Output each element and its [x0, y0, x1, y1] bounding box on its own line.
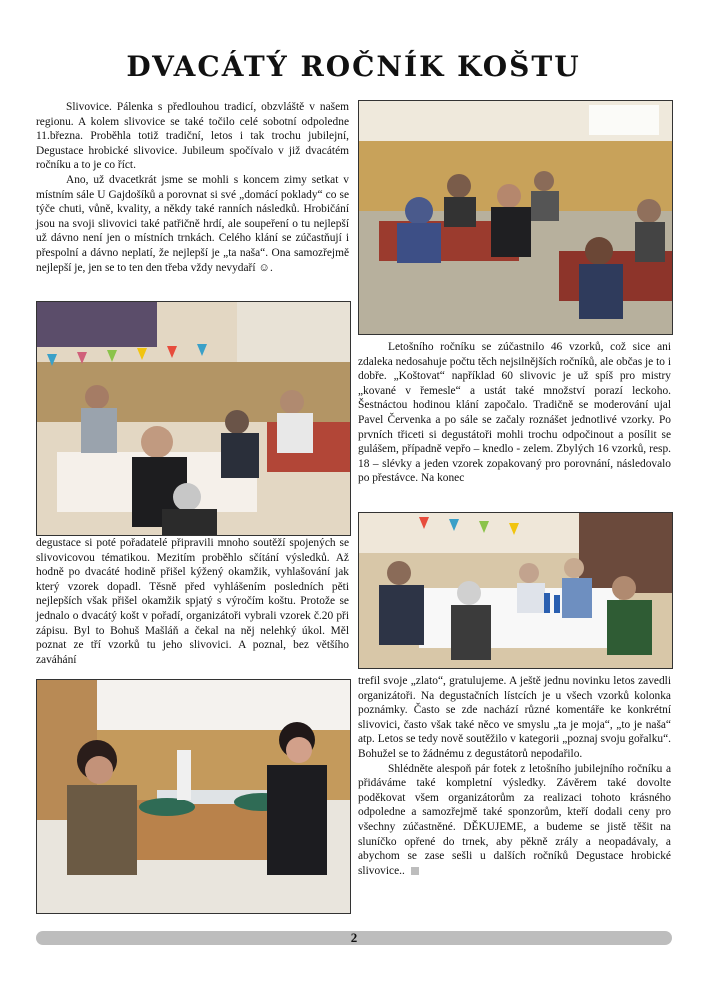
- article-text-closing: [358, 674, 671, 878]
- paragraph: Slivovice. Pálenka s předlouhou tradicí, obzvláště v našem regionu. A kolem slivovice se také točilo celé sobotní odpoledne 11.března. Proběhla totiž tradiční, letos i tak trochu jubilejní, Degustace hrobické slivovice. Jubileum spočívalo v již dvacátém ročníku a to je co říct.: [36, 101, 349, 172]
- photo-guests-at-tables: [36, 301, 351, 536]
- photo-tasting-hall: [358, 100, 673, 335]
- end-mark-icon: [411, 867, 419, 875]
- page-footer-bar: [36, 931, 672, 945]
- paragraph: Letošního ročníku se zúčastnilo 46 vzorků, což sice ani zdaleka nedosahuje počtu těch nejsilnějších ročníků, ale občas je to i dobře. „Koštovat“ například 60 slivovic je už spíš pro mistry „kované v řemesle“ a ustát také množství porazí leckoho. Šestnáctou hodinou klání započalo. Tradičně se moderování ujal Pavel Červenka a po sále se začaly roznášet jednotlivé vzorky. Po prvních třiceti si degustátoři mohli trochu odpočinout a posílit se gulášem, případně vepřo – knedlo - zelem. Zbylých 16 vzorků, resp. 18 – slévky a jeden vzorek zopakovaný pro porovnání, následovalo po přestávce. Na konec: [358, 341, 671, 485]
- page-number: 2: [350, 930, 358, 945]
- photo-serving-samples: [36, 679, 351, 914]
- article-text-intro: [36, 100, 349, 275]
- paragraph: Ano, už dvacetkrát jsme se mohli s koncem zimy setkat v místním sále U Gajdošíků a porovnat si své „domácí poklady“ co se týče chuti, vůně, kvality, a někdy také ranních následků. Hrobičání jsou na svoji slivovici také patřičně hrdí, ale soupeření o tu nejlepší už dávno není jen o místních trnkách. Celého klání se zúčastňují i přespolní a dávno neplatí, že nejlepší je „ta naša“. Ona samozřejmě nejlepší je, jen se to ten den třeba vždy nevydaří ☺.: [36, 173, 349, 274]
- paragraph: trefil svoje „zlato“, gratulujeme. A ještě jednu novinku letos zavedli organizátoři. Na degustačních lístcích je u všech vzorků kolonka poznámky. Často se zde nachází různé komentáře ke konkrétní slivovici, často však také něco ve smyslu „ta je moja“, „to je naša“ atp. Letos se tedy nově soutěžilo v kategorii „poznaj svoju gořalku“. Bohužel se to žádnému z degustátorů nepodařilo.: [358, 675, 671, 760]
- paragraph: [358, 762, 671, 879]
- article-text-middle: [358, 340, 671, 486]
- paragraph: degustace si poté pořadatelé připravili mnoho soutěží spojených se slivovicovou tématikou. Mezitím proběhlo sčítání výsledků. Až hodně po dvacáté hodině přišel kýžený okamžik, vyhlašování jak který vzorek dopadl. Těsně před vyhlášením posledních pěti nejlepších však přišel okamžik spjatý s výročím koštu. Protože se jednalo o dvacátý košt v pořadí, organizátoři vybrali vzorek č.20 při zápisu. Byl to Bohuš Mašláň a čekal na něj nelehký úkol. Měl poznat ze tří vzorků tu jeho slivovici. A poznal, bez většího zaváhání: [36, 537, 349, 666]
- photo-table-with-bottles: [358, 512, 673, 669]
- page-title: DVACÁTÝ ROČNÍK KOŠTU: [126, 50, 581, 83]
- paragraph-text: Shlédněte alespoň pár fotek z letošního jubilejního ročníku a přidáváme také kompletní výsledky. Závěrem také dovolte poděkovat všem organizátorům za realizaci tohoto krásného odpoledne a samozřejmě také sponzorům, kteří dodali ceny pro všechny zúčastněné. DĚKUJEME, a budeme se jistě těšit na sluníčko opřené do trnek, aby pěkně zrály a neopadávaly, a abychom se zase sešli u dalších ročníků Degustace hrobické slivovice..: [358, 762, 671, 877]
- article-text-results: [36, 536, 349, 667]
